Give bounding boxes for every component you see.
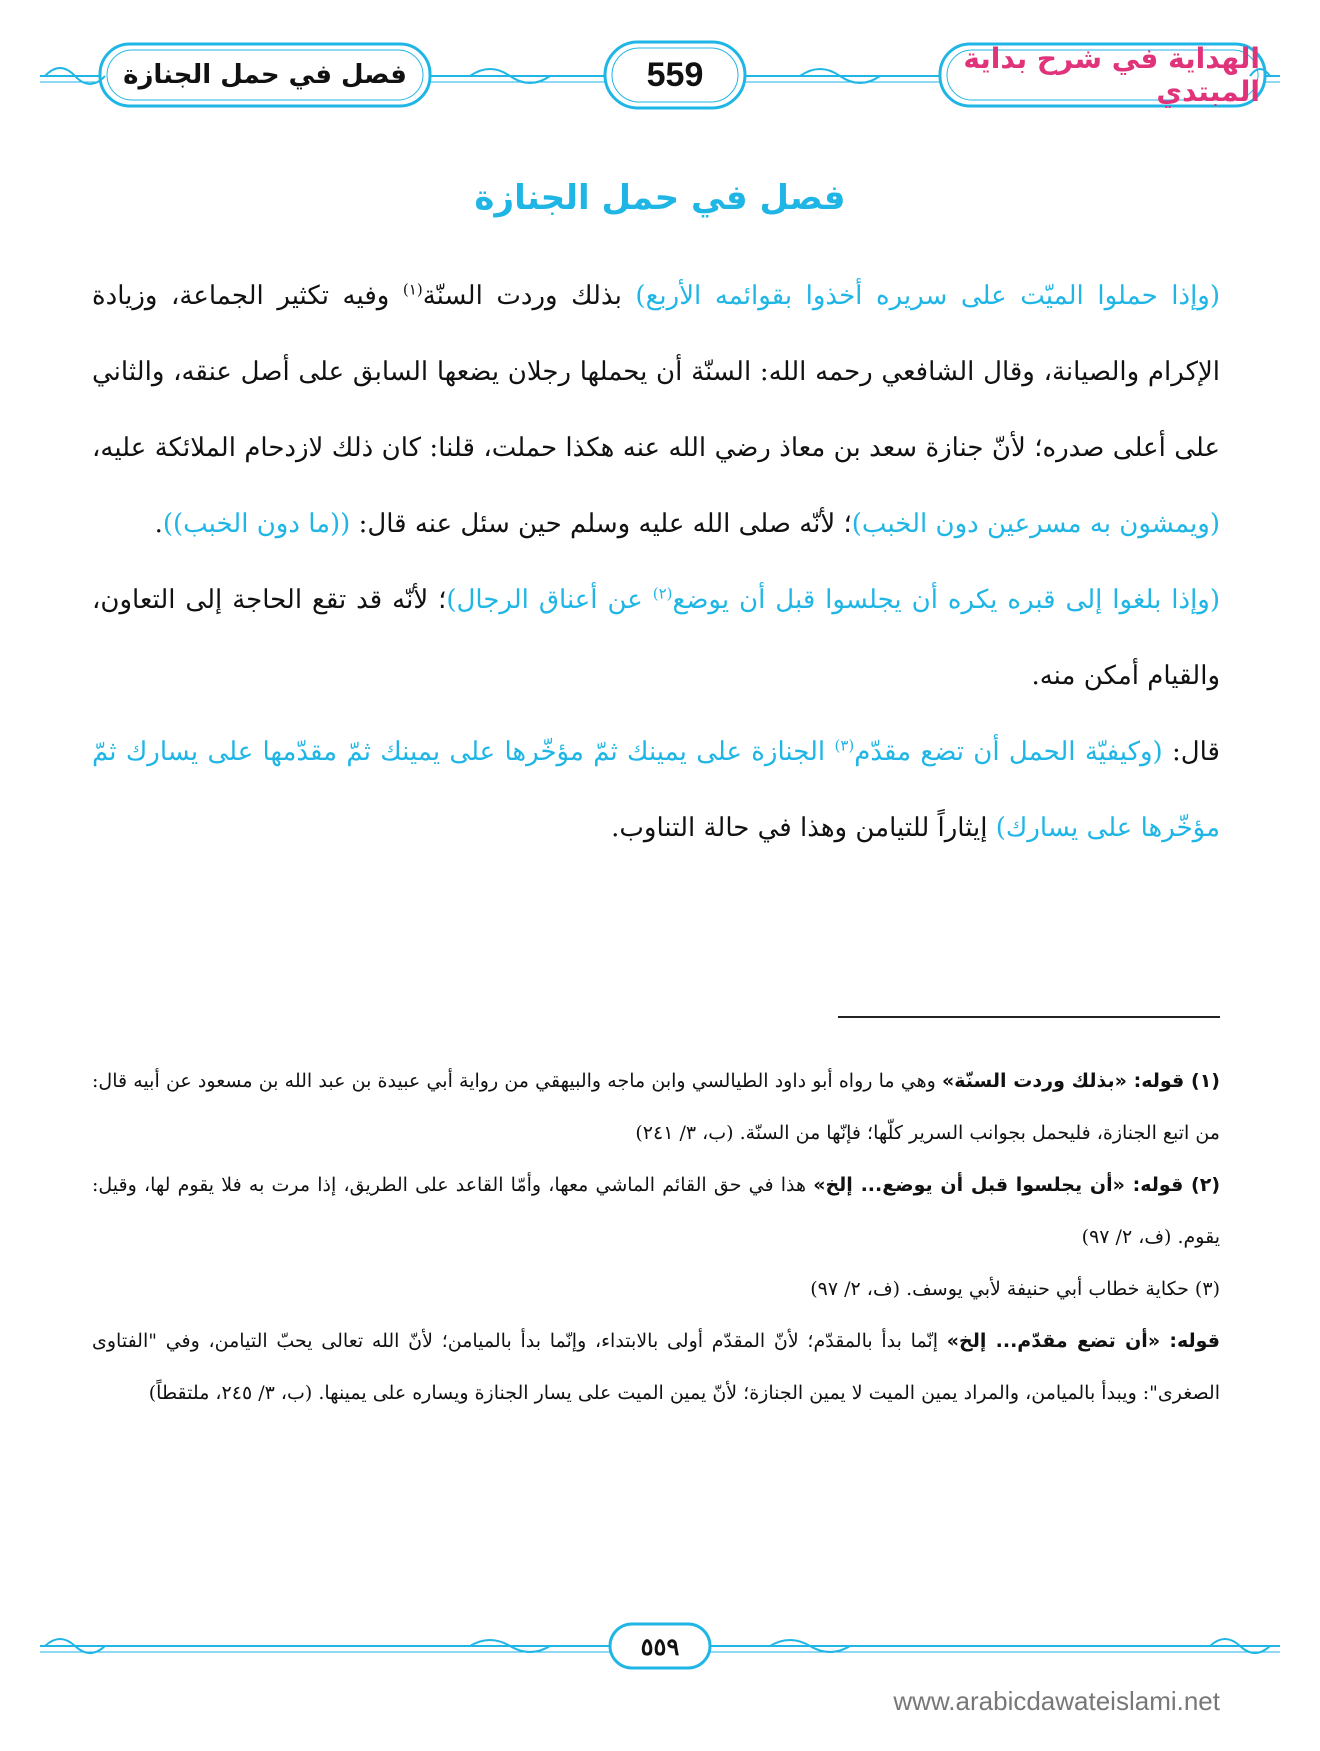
section-title: فصل في حمل الجنازة <box>474 178 846 218</box>
footnote-lead: (١) قوله: «بذلك وردت السنّة» <box>942 1070 1220 1092</box>
footnote-text: هذا في حق القائم الماشي معها، وأمّا القاعد على الطريق، إذا مرت به فلا يقوم لها، وقيل: يقوم. (ف، ٢/ ٩٧) <box>92 1174 1220 1248</box>
quote-text: الجنازة على يمينك ثمّ مؤخّرها على يمينك ثمّ مقدّمها على يسارك ثمّ مؤخّرها على يسارك) <box>92 737 1220 843</box>
quote-text: عن أعناق الرجال) <box>446 585 653 615</box>
footnote-3 <box>92 1263 1220 1315</box>
footnote-text: وهي ما رواه أبو داود الطيالسي وابن ماجه والبيهقي من رواية أبي عبيدة بن عبد الله بن مسعود عن أبيه قال: من اتبع الجنازة، فليحمل بجوانب السرير كلّها؛ فإنّها من السنّة. (ب، ٣/ ٢٤١) <box>92 1070 1220 1144</box>
page-header <box>40 36 1280 116</box>
body-text: . <box>154 509 163 539</box>
quote-text: (وإذا حملوا الميّت على سريره أخذوا بقوائمه الأربع) <box>635 281 1221 311</box>
header-page-number: 559 <box>646 55 704 94</box>
quote-text: (وكيفيّة الحمل أن تضع مقدّم <box>854 737 1163 767</box>
body-text: ؛ لأنّه صلى الله عليه وسلم حين سئل عنه قال: <box>350 509 852 539</box>
hadith-text: ((ما دون الخبب)) <box>162 509 351 539</box>
paragraph-1 <box>92 258 1220 562</box>
main-text <box>92 258 1220 866</box>
footnote-lead: قوله: «أن تضع مقدّم... إلخ» <box>946 1330 1221 1352</box>
footnote-text: إنّما بدأ بالمقدّم؛ لأنّ المقدّم أولى بالابتداء، وإنّما بدأ بالميامن؛ لأنّ الله تعالى يحبّ التيامن، وفي "الفتاوى الصغرى": ويبدأ بالميامن، والمراد يمين الميت لا يمين الجنازة؛ لأنّ يمين الميت على يسار الجنازة ويساره على يمينها. (ب، ٣/ ٢٤٥، ملتقطاً) <box>92 1330 1220 1404</box>
body-text: ؛ لأنّه قد تقع الحاجة إلى التعاون، والقيام أمكن منه. <box>92 585 1220 691</box>
footnote-divider <box>838 1016 1220 1018</box>
footnotes <box>92 1055 1220 1419</box>
footnote-1 <box>92 1055 1220 1159</box>
footnote-2 <box>92 1159 1220 1263</box>
footnote-lead: (٢) قوله: «أن يجلسوا قبل أن يوضع... إلخ» <box>813 1174 1220 1196</box>
quote-text: (ويمشون به مسرعين دون الخبب) <box>851 509 1220 539</box>
footnote-ref-1[interactable]: (١) <box>402 280 423 299</box>
footnote-ref-2[interactable]: (٢) <box>652 584 673 603</box>
body-text: وفيه تكثير الجماعة، وزيادة الإكرام والصيانة، وقال الشافعي رحمه الله: السنّة أن يحملها رجلان يضعها السابق على أصل عنقه، والثاني على أعلى صدره؛ لأنّ جنازة سعد بن معاذ رضي الله عنه هكذا حملت، قلنا: كان ذلك لازدحام الملائكة عليه، <box>92 281 1220 463</box>
book-title: الهداية في شرح بداية المبتدي <box>963 42 1260 108</box>
header-chapter-title: فصل في حمل الجنازة <box>123 60 407 90</box>
paragraph-3 <box>92 714 1220 866</box>
body-text: قال: <box>1162 737 1220 767</box>
footnote-ref-3[interactable]: (٣) <box>834 736 855 755</box>
paragraph-2 <box>92 562 1220 714</box>
quote-text: (وإذا بلغوا إلى قبره يكره أن يجلسوا قبل أن يوضع <box>672 585 1220 615</box>
footer-page-number: ٥٥٩ <box>640 1631 680 1661</box>
body-text: إيثاراً للتيامن وهذا في حالة التناوب. <box>611 813 996 843</box>
footnote-text: (٣) حكاية خطاب أبي حنيفة لأبي يوسف. (ف، ٢/ ٩٧) <box>810 1278 1220 1300</box>
body-text: بذلك وردت السنّة <box>422 281 636 311</box>
website-url[interactable]: www.arabicdawateislami.net <box>893 1686 1220 1716</box>
footnote-4 <box>92 1315 1220 1419</box>
page-footer <box>40 1616 1280 1676</box>
